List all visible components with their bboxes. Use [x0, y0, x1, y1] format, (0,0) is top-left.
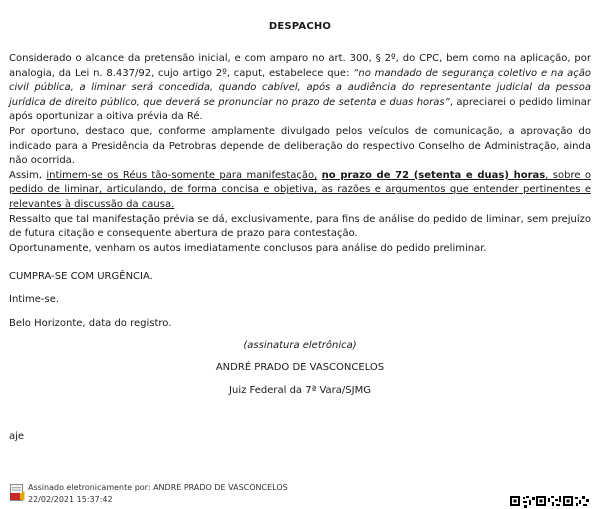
paragraph-3: Assim, intimem-se os Réus tão-somente para manifestação, no prazo de 72 (setenta e duas) horas, sobre o pedido de liminar, articulando, de forma concisa e objetiva, as razões e argumentos que entender pertinentes e relevantes à discussão da causa. [9, 169, 591, 210]
pdf-signature-icon [10, 484, 25, 502]
paragraph-1: Considerado o alcance da pretensão inicial, e com amparo no art. 300, § 2º, do CPC, bem como na aplicação, por analogia, da Lei n. 8.437/92, cujo artigo 2º, caput, estabelece que: “no mandado de segurança coletivo e na ação civil pública, a liminar será concedida, quando cabível, após a audiência do representante judicial da pessoa jurídica de direito público, que deverá se pronunciar no prazo de setenta e duas horas”, apreciarei o pedido liminar após oportunizar a oitiva prévia da Ré. [9, 53, 592, 123]
quoted-law: “no mandado de segurança coletivo e na ação civil pública, a liminar será concedida, quando cabível, após a audiência do representante judicial da pessoa jurídica de direito público, que deverá se pronunciar no prazo de setenta e duas horas” [9, 67, 592, 108]
deadline-text: no prazo de 72 (setenta e duas) horas [321, 169, 546, 181]
electronic-signature-note: (assinatura eletrônica) [243, 340, 357, 351]
signer-title: Juiz Federal da 7ª Vara/SJMG [229, 385, 371, 396]
intime-line: Intime-se. [9, 294, 60, 305]
document-title: DESPACHO [268, 21, 332, 32]
paragraph-2: Por oportuno, destaco que, conforme amplamente divulgado pelos veículos de comunicação, a aprovação do indicado para a Presidência da Petrobras depende de deliberação do respectivo Conselho de Administração, ainda não ocorrida. [9, 125, 591, 167]
qr-code-icon [510, 496, 590, 509]
paragraph-4: Ressalto que tal manifestação prévia se dá, exclusivamente, para fins de análise do pedido de liminar, sem prejuízo de futura citação e consequente abertura de prazo para contestação. [9, 213, 591, 240]
paragraph-5: Oportunamente, venham os autos imediatamente conclusos para análise do pedido preliminar. [9, 242, 487, 254]
cumpra-line: CUMPRA-SE COM URGÊNCIA. [9, 271, 153, 282]
signature-info [28, 482, 288, 506]
document-body [9, 52, 591, 256]
signature-label: Assinado eletronicamente por: [28, 483, 154, 492]
signer-name: ANDRÉ PRADO DE VASCONCELOS [215, 362, 385, 373]
place-date-line: Belo Horizonte, data do registro. [9, 318, 172, 329]
signature-signer: ANDRE PRADO DE VASCONCELOS [153, 483, 288, 492]
initials: aje [9, 431, 25, 442]
signature-datetime: 22/02/2021 15:37:42 [28, 495, 113, 504]
